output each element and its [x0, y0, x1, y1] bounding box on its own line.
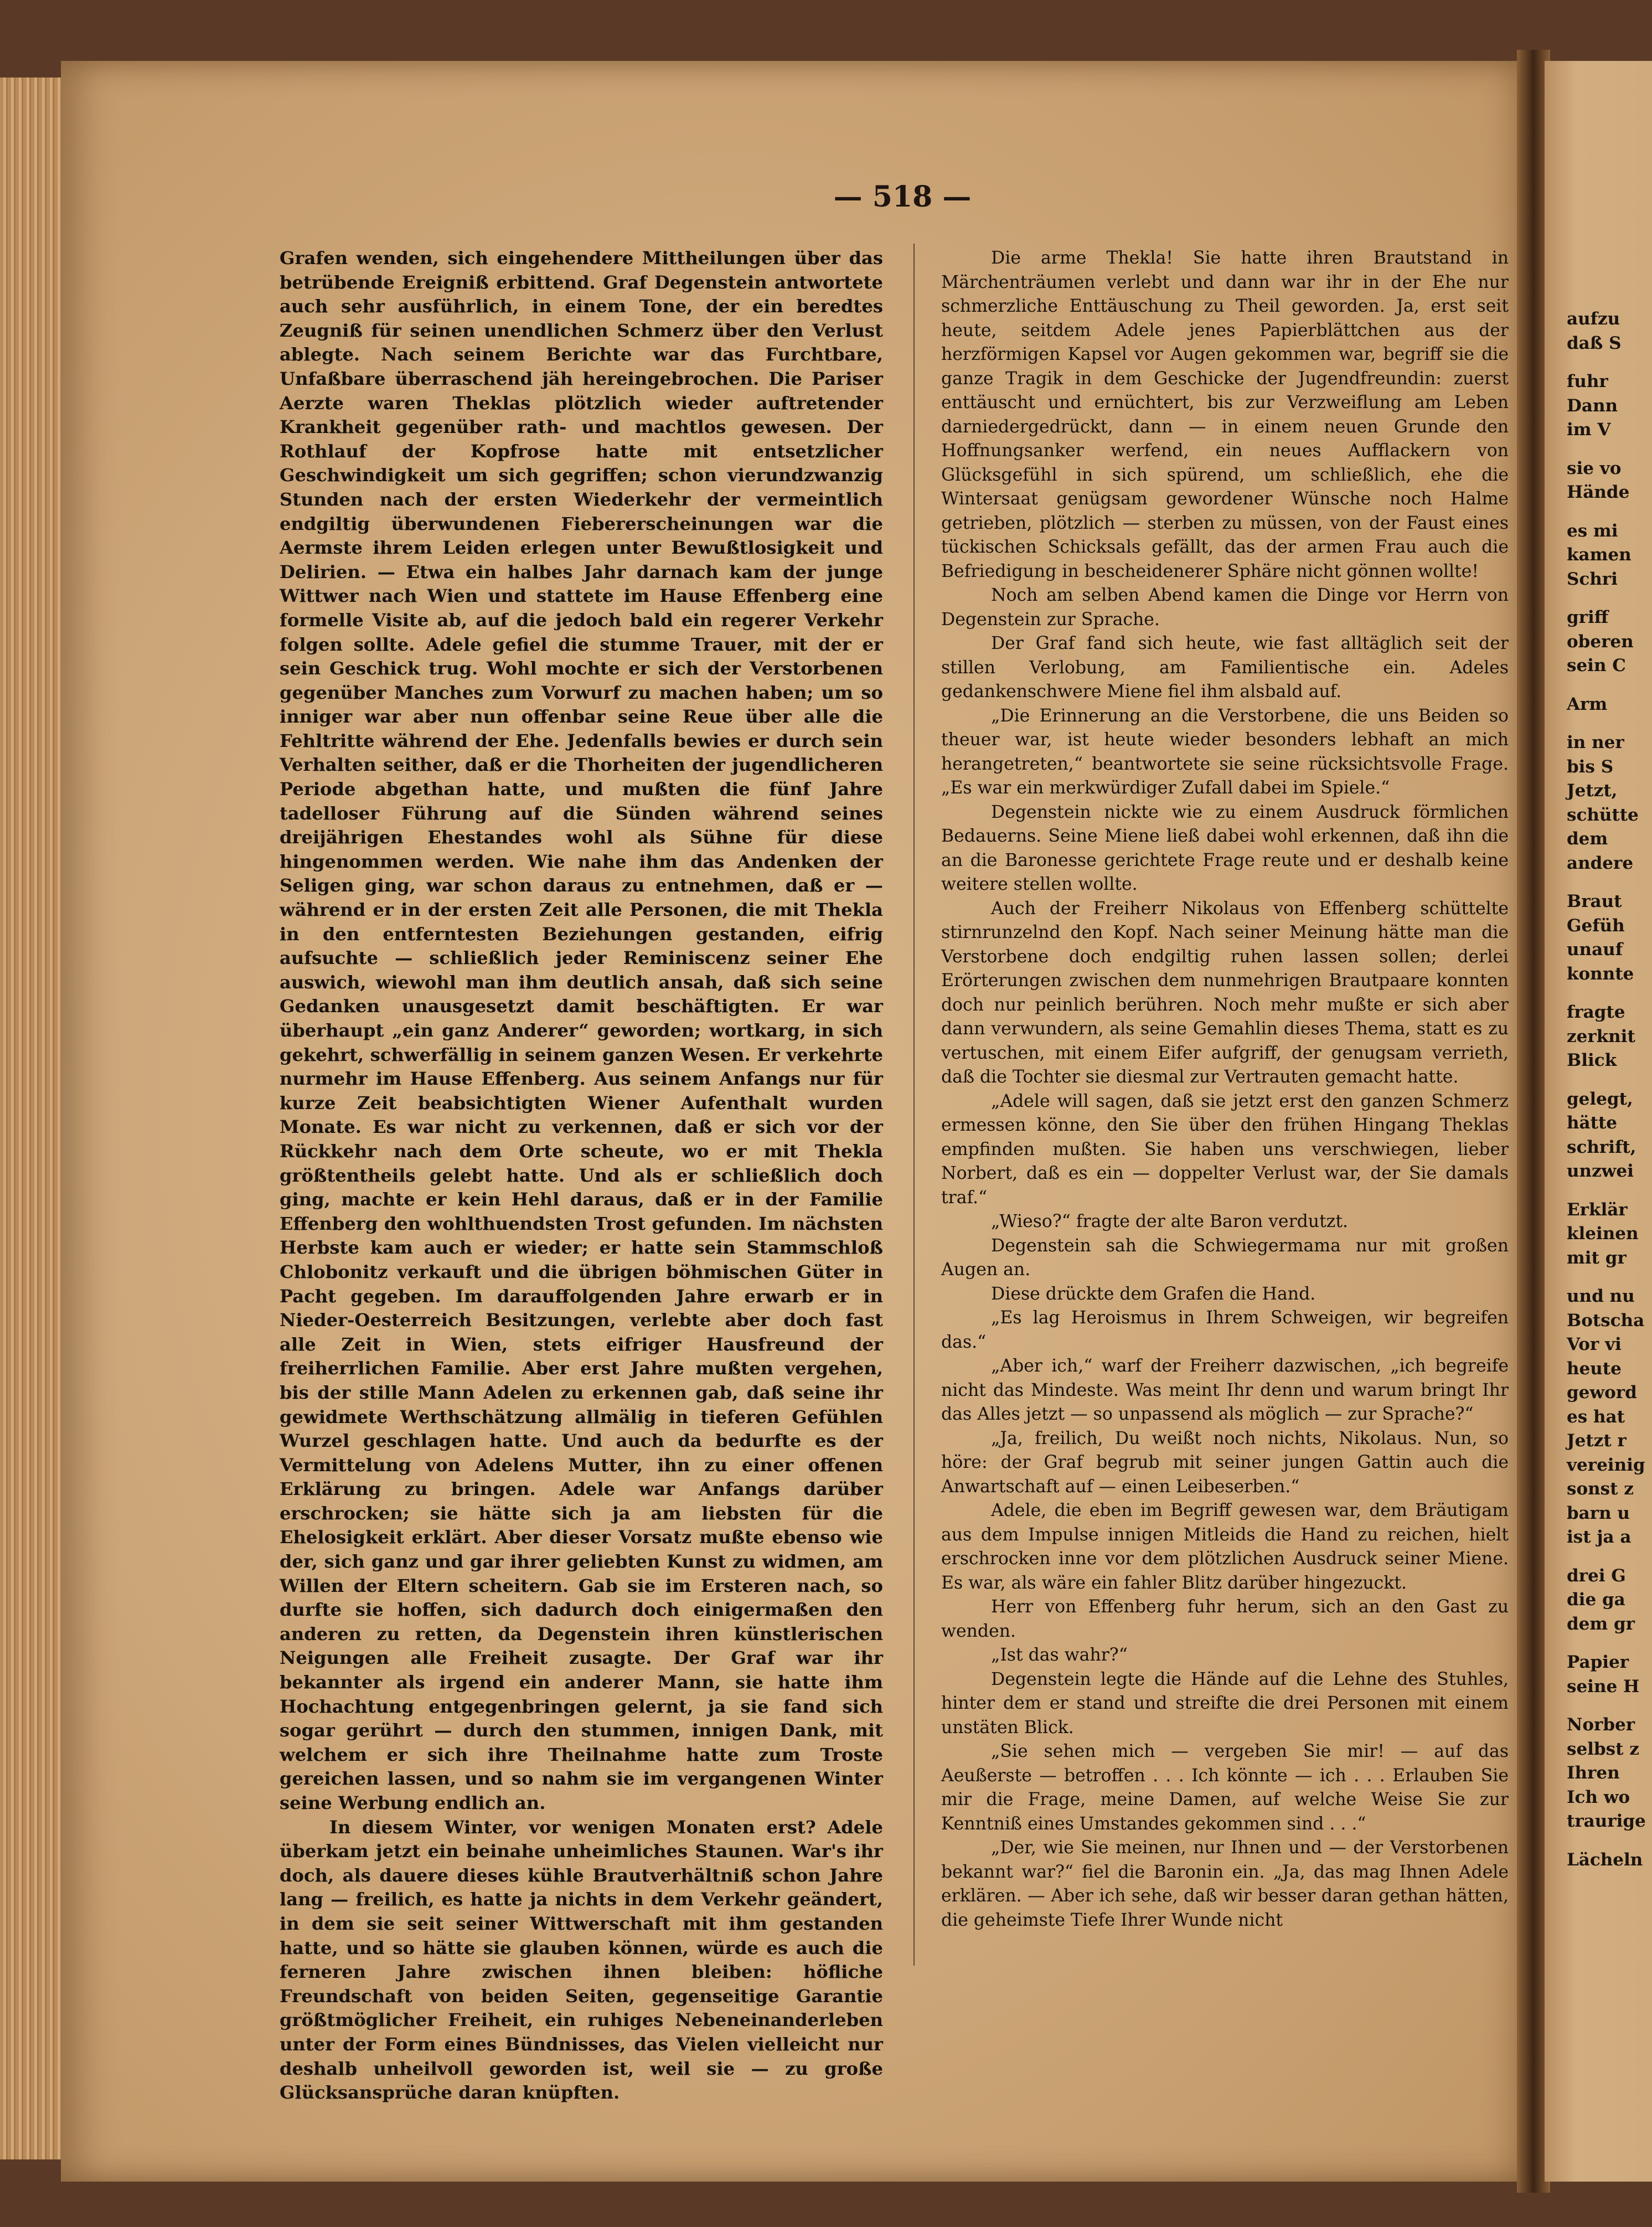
adjacent-line-fragment: griff: [1567, 607, 1609, 627]
adjacent-line-fragment: [1567, 355, 1650, 370]
adjacent-line-fragment: ist ja a: [1567, 1527, 1632, 1547]
adjacent-line-fragment: Erklär: [1567, 1199, 1628, 1220]
adjacent-line-fragment: dem gr: [1567, 1613, 1635, 1634]
adjacent-line-fragment: und nu: [1567, 1286, 1635, 1306]
column-divider: [913, 244, 915, 1966]
paragraph: „Sie sehen mich — vergeben Sie mir! — auf das Aeußerste — betroffen . . . Ich könnte — ich . . . Erlauben Sie mir die Frage, meine Damen, auf welche Weise Sie zur Kenntniß eines Umstandes gekommen sind . . .“: [941, 1741, 1509, 1834]
left-text-column: [280, 246, 883, 2105]
adjacent-line-fragment: dem: [1567, 829, 1608, 849]
adjacent-line-fragment: [1567, 1699, 1650, 1713]
adjacent-line-fragment: Hände: [1567, 482, 1630, 502]
adjacent-line-fragment: barn u: [1567, 1503, 1630, 1523]
adjacent-line-fragment: Dann: [1567, 395, 1618, 416]
paragraph: Noch am selben Abend kamen die Dinge vor Herrn von Degenstein zur Sprache.: [941, 585, 1509, 630]
paragraph: „Der, wie Sie meinen, nur Ihnen und — der Verstorbenen bekannt war?“ fiel die Baronin ein. „Ja, das mag Ihnen Adele erklären. — Aber ich sehe, daß wir besser daran gethan hätten, die geheimste Tiefe Ihrer Wunde nicht: [941, 1838, 1509, 1930]
adjacent-line-fragment: Lächeln: [1567, 1849, 1643, 1870]
adjacent-line-fragment: im V: [1567, 420, 1611, 440]
adjacent-line-fragment: fragte: [1567, 1002, 1625, 1022]
adjacent-line-fragment: es hat: [1567, 1406, 1625, 1427]
adjacent-line-fragment: [1567, 442, 1650, 457]
paragraph: „Aber ich,“ warf der Freiherr dazwischen, „ich begreife nicht das Mindeste. Was meint Ihr denn und warum bringt Ihr das Alles jetzt — so unpassend als möglich — zur Sprache?“: [941, 1356, 1509, 1424]
adjacent-line-fragment: kleinen: [1567, 1224, 1639, 1244]
adjacent-line-fragment: heute: [1567, 1358, 1622, 1379]
adjacent-line-fragment: Ich wo: [1567, 1787, 1630, 1807]
adjacent-line-fragment: [1567, 1184, 1650, 1198]
adjacent-line-fragment: Arm: [1567, 694, 1608, 714]
adjacent-line-fragment: Jetzt,: [1567, 781, 1618, 801]
adjacent-line-fragment: unauf: [1567, 940, 1623, 960]
paragraph: In diesem Winter, vor wenigen Monaten erst? Adele überkam jetzt ein beinahe unheimliches Staunen. War's ihr doch, als dauere dieses kühle Brautverhältniß schon Jahre lang — freilich, es hatte ja nichts in dem Verkehr geändert, in dem sie seit seiner Wittwerschaft mit ihm gestanden hatte, und so hätte sie glauben können, würde es auch die ferneren Jahre zwischen ihnen bleiben: höfliche Freundschaft von beiden Seiten, gegenseitige Garantie größtmöglicher Freiheit, ein ruhiges Nebeneinanderleben unter der Form eines Bündnisses, das Vielen vielleicht nur deshalb unheilvoll geworden ist, weil sie — zu große Glücksansprüche daran knüpften.: [280, 1816, 883, 2104]
adjacent-line-fragment: vereinig: [1567, 1455, 1645, 1475]
adjacent-line-fragment: Ihren: [1567, 1763, 1620, 1783]
adjacent-line-fragment: [1567, 986, 1650, 1001]
adjacent-line-fragment: [1567, 1270, 1650, 1285]
paragraph: „Es lag Heroismus in Ihrem Schweigen, wir begreifen das.“: [941, 1308, 1509, 1352]
adjacent-line-fragment: Jetzt r: [1567, 1431, 1627, 1451]
adjacent-line-fragment: [1567, 505, 1650, 519]
adjacent-line-fragment: kamen: [1567, 545, 1632, 565]
paragraph: „Adele will sagen, daß sie jetzt erst den ganzen Schmerz ermessen könne, den Sie über den frühen Hingang Theklas empfinden mußten. Sie haben uns verschwiegen, lieber Norbert, daß es ein — doppelter Verlust war, der Sie damals traf.“: [941, 1091, 1509, 1208]
adjacent-line-fragment: [1567, 591, 1650, 606]
adjacent-line-fragment: schrift,: [1567, 1137, 1636, 1157]
adjacent-line-fragment: bis S: [1567, 756, 1614, 777]
adjacent-line-fragment: Norber: [1567, 1715, 1635, 1735]
adjacent-line-fragment: in ner: [1567, 733, 1624, 752]
paragraph: „Wieso?“ fragte der alte Baron verdutzt.: [991, 1212, 1349, 1231]
adjacent-line-fragment: hätte: [1567, 1113, 1617, 1133]
adjacent-page: [1545, 61, 1652, 2182]
adjacent-line-fragment: sein C: [1567, 656, 1626, 676]
paragraph: Diese drückte dem Grafen die Hand.: [991, 1283, 1316, 1304]
adjacent-line-fragment: Vor vi: [1567, 1334, 1622, 1354]
adjacent-line-fragment: zerknit: [1567, 1026, 1635, 1047]
adjacent-line-fragment: [1567, 678, 1650, 693]
adjacent-line-fragment: Braut: [1567, 891, 1622, 911]
paragraph: „Die Erinnerung an die Verstorbene, die uns Beiden so theuer war, ist heute wieder besonders lebhaft an mich herangetreten,“ beantwortete sie seine rücksichtsvolle Frage. „Es war ein merkwürdiger Zufall dabei im Spiele.“: [941, 705, 1509, 798]
book-page-edges: [0, 78, 61, 2159]
adjacent-line-fragment: [1567, 1550, 1650, 1564]
adjacent-line-fragment: andere: [1567, 853, 1634, 873]
paragraph: Die arme Thekla! Sie hatte ihren Brautstand in Märchenträumen verlebt und dann war ihr in der Ehe nur schmerzliche Enttäuschung zu Theil geworden. Ja, erst seit heute, seitdem Adele jenes Papierblättchen aus der herzförmigen Kapsel vor Augen gekommen war, begriff sie die ganze Tragik in dem Geschicke der Jugendfreundin: zuerst enttäuscht und ernüchtert, bis zur Verzweiflung am Leben darniedergedrückt, dann — in einem neuen Grunde den Hoffnungsanker werfend, ein neues Aufflackern von Glücksgefühl in sich spürend, um schließlich, ehe die Wintersaat genügsam gewordener Wünsche noch Halme getrieben, plötzlich — sterben zu müssen, von der Faust eines tückischen Schicksals gefällt, das der armen Frau auch die Befriedigung in bescheidenerer Sphäre nicht gönnen wollte!: [941, 248, 1509, 581]
adjacent-line-fragment: Gefüh: [1567, 915, 1625, 936]
adjacent-line-fragment: mit gr: [1567, 1247, 1627, 1268]
adjacent-line-fragment: oberen: [1567, 631, 1634, 652]
adjacent-line-fragment: Blick: [1567, 1050, 1617, 1070]
adjacent-line-fragment: [1567, 716, 1650, 731]
adjacent-page-text: [1567, 307, 1650, 1872]
paragraph: Degenstein sah die Schwiegermama nur mit großen Augen an.: [941, 1235, 1509, 1280]
adjacent-line-fragment: geword: [1567, 1383, 1637, 1403]
paragraph: Grafen wenden, sich eingehendere Mittheilungen über das betrübende Ereigniß erbittend. Graf Degenstein antwortete auch sehr ausführlich, in einem Tone, der ein beredtes Zeugniß für seinen unendlichen Schmerz über den Verlust ablegte. Nach seinem Berichte war das Furchtbare, Unfaßbare überraschend jäh hereingebrochen. Die Pariser Aerzte waren Theklas plötzlich wieder auftretender Krankheit gegenüber rath- und machtlos gewesen. Der Rothlauf der Kopfrose hatte mit entsetzlicher Geschwindigkeit um sich gegriffen; schon vierundzwanzig Stunden nach der ersten Wiederkehr der vermeintlich endgiltig überwundenen Fiebererscheinungen war die Aermste ihrem Leiden erlegen unter Bewußtlosigkeit und Delirien. — Etwa ein halbes Jahr darnach kam der junge Wittwer nach Wien und stattete im Hause Effenberg eine formelle Visite ab, auf die jedoch bald ein regerer Verkehr folgen sollte. Adele gefiel die stumme Trauer, mit der er sein Geschick trug. Wohl mochte er sich der Verstorbenen gegenüber Manches zum Vorwurf zu machen haben; um so inniger war aber nun offenbar seine Reue über alle die Fehltritte während der Ehe. Jedenfalls bewies er durch sein Verhalten seither, daß er die Thorheiten der jugendlicheren Periode abgethan hatte, und mußten die fünf Jahre tadelloser Führung auf die Sünden während seines dreijährigen Ehestandes wohl als Sühne für diese hingenommen werden. Wie nahe ihm das Andenken der Seligen ging, war schon daraus zu entnehmen, daß er — während er in der ersten Zeit alle Personen, die mit Thekla in den entferntesten Beziehungen gestanden, eifrig aufsuchte — schließlich jeder Reminiscenz seiner Ehe auswich, wiewohl man ihm deutlich ansah, daß sich seine Gedanken unausgesetzt damit beschäftigten. Er war überhaupt „ein ganz Anderer“ geworden; wortkarg, in sich gekehrt, schwerfällig in seinem ganzen Wesen. Er verkehrte nurmehr im Hause Effenberg. Aus seinem Anfangs nur für kurze Zeit beabsichtigten Wiener Aufenthalt wurden Monate. Es war nicht zu verkennen, daß er sich vor der Rückkehr nach dem Orte scheute, wo er mit Thekla größtentheils gelebt hatte. Und als er schließlich doch ging, machte er kein Hehl daraus, daß er in der Familie Effenberg den wohlthuendsten Trost gefunden. Im nächsten Herbste kam auch er wieder; er hatte sein Stammschloß Chlobonitz verkauft und die übrigen böhmischen Güter in Pacht gegeben. Im darauffolgenden Jahre erwarb er in Nieder-Oesterreich Besitzungen, verlebte aber doch fast alle Zeit in Wien, stets eifriger Hausfreund der freiherrlichen Familie. Aber erst Jahre mußten vergehen, bis der stille Mann Adelen zu erkennen gab, daß seine ihr gewidmete Werthschätzung allmälig in tieferen Gefühlen Wurzel geschlagen hatte. Und auch da bedurfte es der Vermittelung von Adelens Mutter, ihn zu einer offenen Erklärung zu bringen. Adele war Anfangs darüber erschrocken; sie hätte sich ja am liebsten für die Ehelosigkeit erklärt. Aber dieser Vorsatz mußte ebenso wie der, sich ganz und gar ihrer geliebten Kunst zu widmen, am Willen der Eltern scheitern. Gab sie im Ersteren nach, so durfte sie hoffen, sich dadurch doch einigermaßen den anderen zu retten, da Degenstein ihren künstlerischen Neigungen alle Freiheit zusagte. Der Graf war ihr bekannter als irgend ein anderer Mann, sie hatte ihm Hochachtung entgegenbringen gelernt, ja sie fand sich sogar gerührt — durch den stummen, innigen Dank, mit welchem er sich ihre Theilnahme hatte zum Troste gereichen lassen, und so nahm sie im vergangenen Winter seine Werbung endlich an.: [280, 248, 883, 1813]
paragraph: Herr von Effenberg fuhr herum, sich an den Gast zu wenden.: [941, 1597, 1509, 1641]
adjacent-line-fragment: [1567, 875, 1650, 890]
adjacent-line-fragment: Schri: [1567, 569, 1618, 589]
adjacent-line-fragment: konnte: [1567, 963, 1634, 984]
paragraph: „Ist das wahr?“: [991, 1645, 1128, 1665]
adjacent-line-fragment: drei G: [1567, 1565, 1626, 1586]
adjacent-line-fragment: unzwei: [1567, 1161, 1634, 1181]
adjacent-line-fragment: [1567, 1834, 1650, 1848]
adjacent-line-fragment: sie vo: [1567, 458, 1622, 478]
paragraph: Degenstein legte die Hände auf die Lehne des Stuhles, hinter dem er stand und streifte die drei Personen mit einem unstäten Blick.: [941, 1669, 1509, 1738]
paragraph: Der Graf fand sich heute, wie fast alltäglich seit der stillen Verlobung, am Familientische ein. Adeles gedankenschwere Miene fiel ihm alsbald auf.: [941, 633, 1509, 702]
adjacent-line-fragment: traurige: [1567, 1811, 1646, 1831]
adjacent-line-fragment: seine H: [1567, 1676, 1640, 1697]
right-text-column: [941, 246, 1509, 1932]
adjacent-line-fragment: gelegt,: [1567, 1089, 1633, 1109]
adjacent-line-fragment: selbst z: [1567, 1739, 1639, 1759]
paragraph: Adele, die eben im Begriff gewesen war, dem Bräutigam aus dem Impulse innigen Mitleids die Hand zu reichen, hielt erschrocken inne vor dem plötzlichen Ausdruck seiner Miene. Es war, als wäre ein fahler Blitz darüber hingezuckt.: [941, 1501, 1509, 1593]
adjacent-line-fragment: fuhr: [1567, 372, 1608, 391]
page-number: — 518 —: [833, 180, 972, 214]
adjacent-line-fragment: Papier: [1567, 1652, 1629, 1672]
adjacent-line-fragment: sonst z: [1567, 1479, 1634, 1499]
adjacent-line-fragment: es mi: [1567, 520, 1618, 541]
adjacent-line-fragment: daß S: [1567, 333, 1622, 353]
paragraph: Auch der Freiherr Nikolaus von Effenberg schüttelte stirnrunzelnd den Kopf. Nach seiner Meinung hätte man die Verstorbene doch endgiltig ruhen lassen sollen; derlei Erörterungen zwischen dem nunmehrigen Brautpaare konnten doch nur peinlich berühren. Noch mehr mußte er sich aber dann verwundern, als seine Gemahlin dieses Thema, statt es zu vertuschen, mit einem Eifer aufgriff, der genugsam verrieth, daß die Tochter sie diesmal zur Vertrauten gemacht hatte.: [941, 898, 1509, 1087]
adjacent-line-fragment: [1567, 1636, 1650, 1651]
adjacent-line-fragment: schütte: [1567, 805, 1639, 825]
paragraph: „Ja, freilich, Du weißt noch nichts, Nikolaus. Nun, so höre: der Graf begrub mit seiner jungen Gattin auch die Anwartschaft auf — einen Leibeserben.“: [941, 1428, 1509, 1497]
adjacent-line-fragment: Botscha: [1567, 1310, 1645, 1331]
adjacent-line-fragment: [1567, 1073, 1650, 1087]
adjacent-line-fragment: die ga: [1567, 1590, 1625, 1610]
adjacent-line-fragment: aufzu: [1567, 309, 1620, 329]
paragraph: Degenstein nickte wie zu einem Ausdruck förmlichen Bedauerns. Seine Miene ließ dabei wohl erkennen, daß ihn die an die Baronesse gerichtete Frage reute und er deshalb keine weitere stellen wollte.: [941, 802, 1509, 894]
